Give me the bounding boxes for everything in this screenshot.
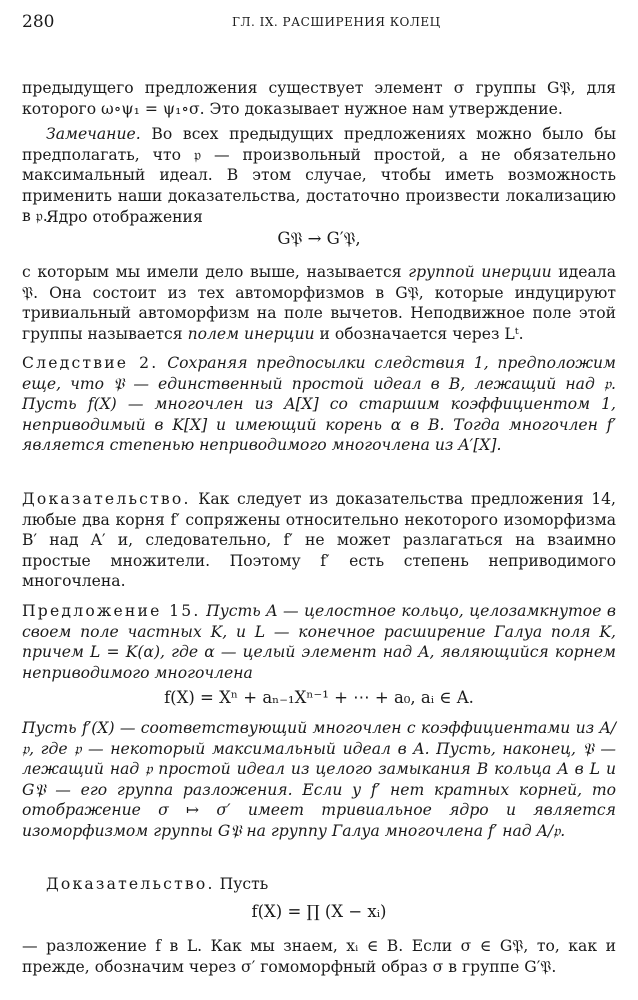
paragraph-continuation bbox=[22, 78, 616, 119]
proof-text-2: Пусть bbox=[219, 875, 269, 893]
proof-label-2: Доказательство. bbox=[46, 875, 215, 893]
corollary-text: Сохраняя предпосылки следствия 1, предположим еще, что 𝔓 — единственный простой идеал в B, лежащий над 𝔭. Пусть f(X) — многочлен из A[X] со старшим коэффициентом 1, неприводимый в K[X] и имеющий корень α в B. Тогда многочлен f′ является степенью неприводимого многочлена из A′[X]. bbox=[22, 354, 616, 455]
corollary-label: Следствие 2. bbox=[22, 354, 159, 372]
proposition-paragraph-2 bbox=[22, 718, 616, 842]
proposition-text-2: Пусть f′(X) — соответствующий многочлен с коэффициентами из A/𝔭, где 𝔭 — некоторый максимальный идеал в A. Пусть, наконец, 𝔓 — лежащий над 𝔭 простой идеал из целого замыкания B кольца A в L и G𝔓 — его группа разложения. Если у f′ нет кратных корней, то отображение σ ↦ σ′ имеет тривиальное ядро и является изоморфизмом группы G𝔓 на группу Галуа многочлена f′ над A/𝔭. bbox=[22, 719, 616, 840]
remark-label: Замечание. bbox=[46, 125, 141, 143]
formula-polynomial: f(X) = Xⁿ + aₙ₋₁Xⁿ⁻¹ + ⋯ + a₀, aᵢ ∈ A. bbox=[164, 688, 474, 707]
inertia-text-c: и обозначается через Lᵗ. bbox=[319, 324, 524, 343]
page-number: 280 bbox=[22, 12, 55, 32]
inertia-text-a: с которым мы имели дело выше, называется bbox=[22, 263, 402, 281]
kernel-text: Ядро отображения bbox=[46, 208, 203, 226]
proof-text-1: Как следует из доказательства предложения 14, любые два корня f′ сопряжены относительно некоторого изоморфизма B′ над A′ и, следовательно, f′ не может разлагаться на взаимно простые множители. Поэтому f′ есть степень неприводимого многочлена. bbox=[22, 490, 616, 591]
inertia-field-term: полем инерции bbox=[187, 324, 315, 343]
proof-paragraph-1 bbox=[22, 489, 616, 592]
inertia-paragraph bbox=[22, 262, 616, 344]
inertia-group-term: группой инерции bbox=[408, 263, 552, 281]
proposition-text: Пусть A — целостное кольцо, целозамкнутое в своем поле частных K, и L — конечное расширение Галуа поля K, причем L = K(α), где α — целый элемент над A, являющийся корнем неприводимого многочлена bbox=[22, 602, 616, 682]
paragraph-text: предыдущего предложения существует элемент σ группы G𝔓, для которого ω∘ψ₁ = ψ₁∘σ. Это доказывает нужное нам утверждение. bbox=[22, 79, 616, 118]
remark-text: Во всех предыдущих предложениях можно было бы предполагать, что 𝔭 — произвольный простой, а не обязательно максимальный идеал. В этом случае, чтобы иметь возможность применить наши доказательства, достаточно произвести локализацию в 𝔭. bbox=[22, 125, 616, 226]
proposition-paragraph bbox=[22, 601, 616, 683]
corollary-paragraph bbox=[22, 353, 616, 456]
page-header bbox=[22, 12, 616, 36]
proof-paragraph-2 bbox=[22, 874, 616, 895]
kernel-paragraph bbox=[22, 207, 616, 228]
running-title: ГЛ. IX. РАСШИРЕНИЯ КОЛЕЦ bbox=[232, 15, 441, 29]
final-paragraph bbox=[22, 936, 616, 977]
formula-product: f(X) = ∏ (X − xᵢ) bbox=[251, 902, 387, 921]
final-text: — разложение f в L. Как мы знаем, xᵢ ∈ B. Если σ ∈ G𝔓, то, как и прежде, обозначим через σ′ гомоморфный образ σ в группе G′𝔓. bbox=[22, 937, 616, 976]
proof-label-1: Доказательство. bbox=[22, 490, 191, 508]
formula-map: G𝔓 → G′𝔓, bbox=[277, 229, 361, 248]
proposition-label: Предложение 15. bbox=[22, 602, 201, 620]
inertia-text-b: идеала 𝔓. Она состоит из тех автоморфизмов в G𝔓, которые индуцируют тривиальный автоморфизм на поле вычетов. Неподвижное поле этой группы называется bbox=[22, 263, 617, 343]
